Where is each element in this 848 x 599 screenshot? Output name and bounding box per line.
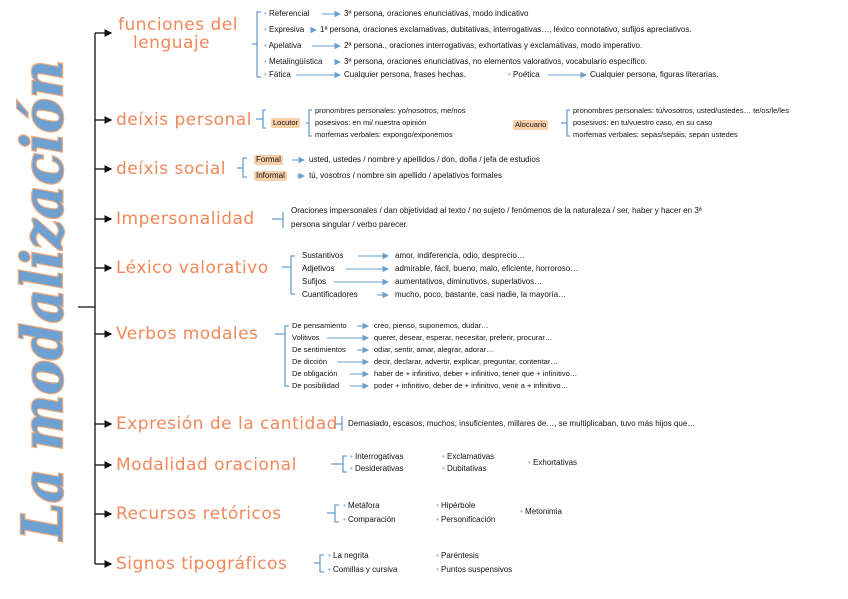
funcion-desc: 2ª persona., oraciones interrogativas, exhortativas y exclamativas, modo imperativo. — [344, 41, 643, 50]
lexico-desc: admirable, fácil, bueno, malo, eficiente, horroroso… — [395, 264, 579, 273]
main-title-text: La modalización — [10, 28, 76, 540]
section-title-impersonalidad: Impersonalidad — [116, 209, 255, 229]
verbo-desc: decir, declarar, advertir, explicar, preguntar, contentar… — [374, 357, 558, 366]
funcion-desc: 3ª persona, oraciones enunciativas, no elementos valorativos, vocabulario específico. — [344, 57, 648, 66]
section-title-lexico: Léxico valorativo — [116, 258, 269, 278]
locutor-label: Locutor — [273, 118, 299, 127]
verbo-desc: haber de + infinitivo, deber + infinitivo, tener que + infinitivo… — [374, 369, 578, 378]
cantidad-desc: Demasiado, escasos, muchos, insuficientes, millares de…, se multiplicaban, tuvo más hijos que… — [348, 419, 696, 428]
verbo-desc: querer, desear, esperar, necesitar, preferir, procurar… — [374, 333, 553, 342]
verbo-label: De obligación — [292, 369, 338, 378]
section-title-cantidad: Expresión de la cantidad — [116, 414, 338, 434]
funcion-label: • Metalingüística — [264, 57, 323, 66]
section-title-signos: Signos tipográficos — [116, 554, 288, 574]
verbo-label: Volitivos — [292, 333, 320, 342]
lexico-label: Adjetivos — [302, 264, 335, 273]
verbo-label: De sentimientos — [292, 345, 346, 354]
section-title-deixis-personal: deíxis personal — [116, 110, 252, 130]
retorico-item: • Personificación — [436, 515, 496, 524]
signo-item: • Puntos suspensivos — [436, 565, 513, 574]
section-title-deixis-social: deíxis social — [116, 159, 226, 179]
lexico-label: Sufijos — [302, 277, 327, 286]
retorico-item: • Metáfora — [343, 501, 380, 510]
social-desc: tú, vosotros / nombre sin apellido / apelativos formales — [309, 171, 502, 180]
signo-item: • Paréntesis — [436, 551, 479, 560]
funcion-desc: Cualquier persona, frases hechas. — [344, 70, 466, 79]
locutor-line: pronombres personales: yo/nosotros, me/nos — [315, 106, 466, 115]
alocutario-line: pronombres personales: tú/vosotros, usted/ustedes… te/os/le/les — [573, 106, 789, 115]
oracional-item: • Exhortativas — [528, 458, 578, 467]
funcion-label: • Apelativa — [264, 41, 302, 50]
funcion-label: • Expresiva — [264, 25, 305, 34]
alocutario-line: posesivos: en tu/vuestro caso, en su caso — [573, 118, 713, 127]
social-label: Formal — [256, 155, 281, 164]
funcion-label: • Referencial — [264, 9, 310, 18]
verbo-label: De pensamiento — [292, 321, 347, 330]
funcion-desc: 3ª persona, oraciones enunciativas, modo indicativo — [344, 9, 529, 18]
oracional-item: • Dubitativas — [442, 464, 487, 473]
verbo-desc: creo, pienso, suponemos, dudar… — [374, 321, 489, 330]
funcion-label: • Fática — [264, 70, 291, 79]
section-title-funciones: funciones del lenguaje — [118, 15, 238, 53]
funcion-desc: 1ª persona, oraciones exclamativas, dubitativas, interrogativas…, léxico connotativo, sufijos apreciativos. — [320, 25, 692, 34]
retorico-item: • Comparación — [343, 515, 396, 524]
section-title-oracional: Modalidad oracional — [116, 455, 297, 475]
locutor-line: morfemas verbales: expongo/exponemos — [315, 130, 453, 139]
verbo-desc: poder + infinitivo, deber de + infinitivo, venir a + infinitivo… — [374, 381, 569, 390]
lexico-label: Sustantivos — [302, 251, 344, 260]
lexico-desc: aumentativos, diminutivos, superlativos… — [395, 277, 543, 286]
signo-item: • Comillas y cursiva — [328, 565, 398, 574]
social-desc: usted, ustedes / nombre y apellidos / don, doña / jefa de estudios — [309, 155, 540, 164]
funcion-label: • Poética — [508, 70, 540, 79]
verbo-desc: odiar, sentir, amar, alegrar, adorar… — [374, 345, 494, 354]
verbo-label: De dicción — [292, 357, 328, 366]
lexico-label: Cuantificadores — [302, 290, 358, 299]
funcion-desc: Cualquier persona, figuras literarias. — [590, 70, 719, 79]
retorico-item: • Metonimia — [520, 507, 562, 516]
impersonalidad-desc: persona singular / verbo parecer. — [291, 220, 408, 229]
section-title-verbos: Verbos modales — [116, 324, 259, 344]
lexico-desc: mucho, poco, bastante, casi nadie, la mayoría… — [395, 290, 567, 299]
oracional-item: • Exclamativas — [442, 452, 495, 461]
locutor-line: posesivos: en mi/ nuestra opinión — [315, 118, 427, 127]
signo-item: • La negrita — [328, 551, 369, 560]
alocutario-line: morfemas verbales: sepas/sepáis, sepan ustedes — [573, 130, 738, 139]
impersonalidad-desc: Oraciones impersonales / dan objetividad al texto / no sujeto / fenómenos de la naturaleza / ser, haber y hacer en 3ª — [291, 206, 702, 215]
social-label: Informal — [256, 171, 285, 180]
section-title-retoricos: Recursos retóricos — [116, 504, 282, 524]
oracional-item: • Desiderativas — [350, 464, 404, 473]
alocutario-label: Alocuario — [515, 120, 547, 129]
retorico-item: • Hipérbole — [436, 501, 476, 510]
lexico-desc: amor, indiferencia, odio, desprecio… — [395, 251, 525, 260]
oracional-item: • Interrogativas — [350, 452, 404, 461]
verbo-label: De posibilidad — [292, 381, 340, 390]
